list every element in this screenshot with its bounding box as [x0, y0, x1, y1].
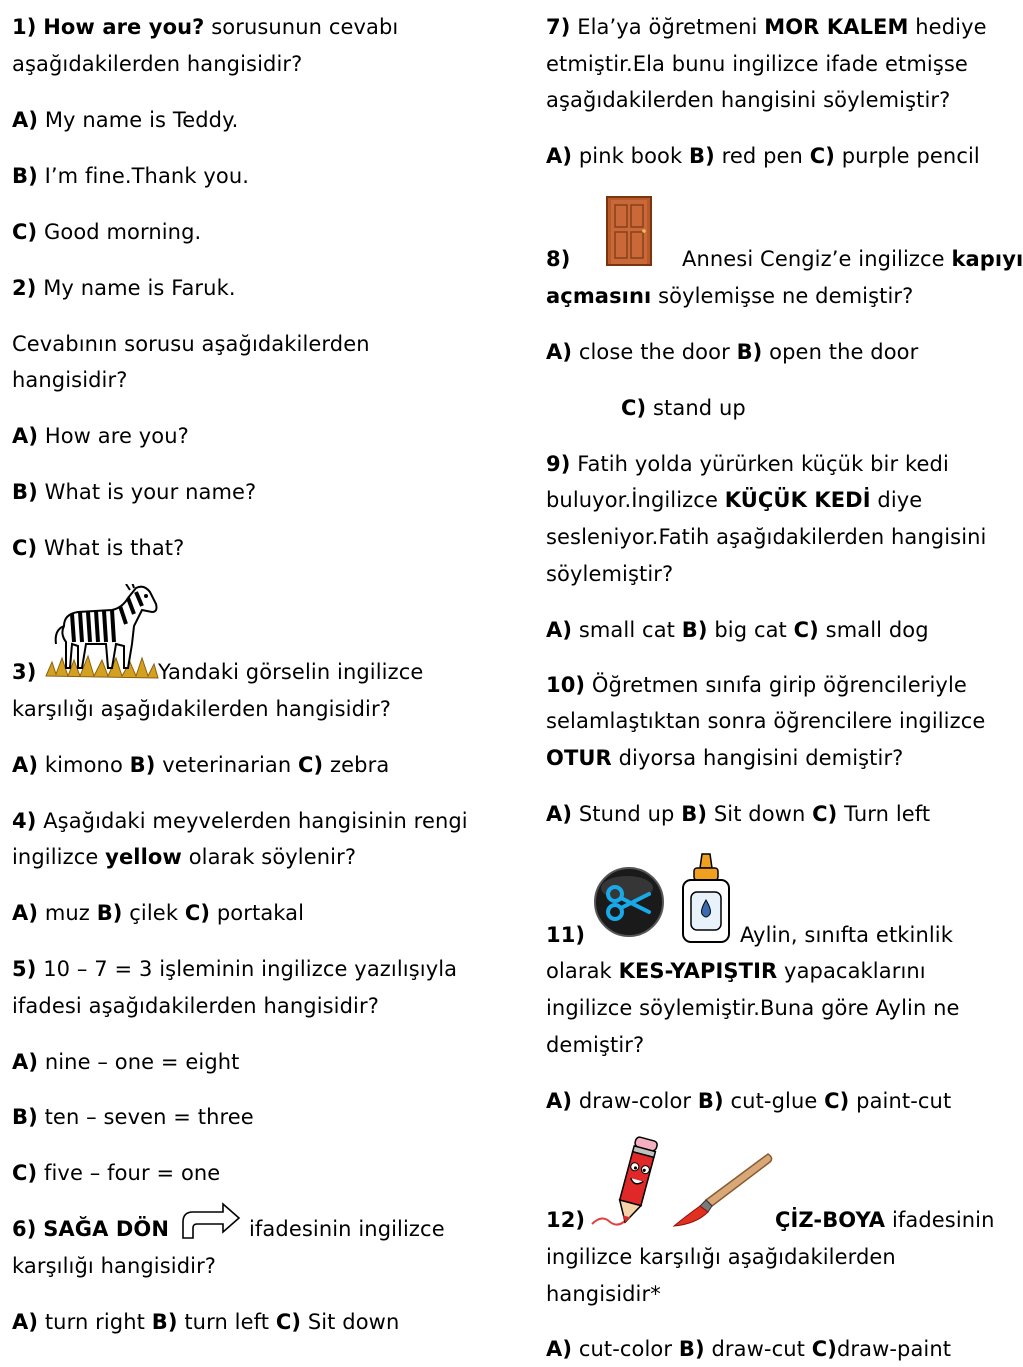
q5-stem-line2: ifadesi aşağıdakilerden hangisidir? [12, 994, 379, 1018]
q12-options[interactable]: A) cut-color B) draw-cut C)draw-paint [546, 1337, 952, 1361]
scissors-icon [593, 866, 665, 938]
q2-stem-line1: 2) My name is Faruk. [12, 276, 236, 300]
q10-stem-line1: 10) Öğretmen sınıfa girip öğrencileriyle [546, 673, 967, 697]
q11-stem-line2: olarak KES-YAPIŞTIR yapacaklarını [546, 959, 926, 983]
door-icon [606, 196, 652, 266]
q10-options[interactable]: A) Stund up B) Sit down C) Turn left [546, 802, 931, 826]
glue-bottle-icon [680, 852, 732, 944]
q11-options[interactable]: A) draw-color B) cut-glue C) paint-cut [546, 1089, 952, 1113]
q1-stem-line2: aşağıdakilerden hangisidir? [12, 52, 303, 76]
q4-options[interactable]: A) muz B) çilek C) portakal [12, 901, 305, 925]
q3-stem-line1-text: Yandaki görselin ingilizce [158, 660, 424, 684]
q3-options[interactable]: A) kimono B) veterinarian C) zebra [12, 753, 390, 777]
q6-options[interactable]: A) turn right B) turn left C) Sit down [12, 1310, 400, 1334]
q11-stem-line4: demiştir? [546, 1033, 645, 1057]
q5-option-a[interactable]: A) nine – one = eight [12, 1050, 240, 1074]
q11-stem-line1-text: Aylin, sınıfta etkinlik [740, 923, 954, 947]
q7-options[interactable]: A) pink book B) red pen C) purple pencil [546, 144, 980, 168]
q11-stem-line3: ingilizce söylemiştir.Buna göre Aylin ne [546, 996, 960, 1020]
q6-stem-line2: karşılığı hangisidir? [12, 1254, 217, 1278]
pencil-icon [590, 1134, 670, 1230]
q4-stem-line1: 4) Aşağıdaki meyvelerden hangisinin rengi [12, 809, 468, 833]
q9-stem-line3: sesleniyor.Fatih aşağıdakilerden hangisini [546, 525, 987, 549]
q2-stem-line2: Cevabının sorusu aşağıdakilerden [12, 332, 370, 356]
q2-option-c[interactable]: C) What is that? [12, 536, 185, 560]
turn-right-arrow-icon [179, 1200, 243, 1240]
q1-option-a[interactable]: A) My name is Teddy. [12, 108, 239, 132]
q3-stem-line2: karşılığı aşağıdakilerden hangisidir? [12, 697, 391, 721]
q10-stem-line2: selamlaştıktan sonra öğrencilere ingilizce [546, 709, 986, 733]
q8-stem-line1-text: Annesi Cengiz’e ingilizce kapıyı [682, 247, 1023, 271]
q9-stem-line1: 9) Fatih yolda yürürken küçük bir kedi [546, 452, 949, 476]
q6-stem-line1-text: ifadesinin ingilizce [249, 1217, 445, 1241]
q9-stem-line2: buluyor.İngilizce KÜÇÜK KEDİ diye [546, 488, 923, 512]
q9-stem-line4: söylemiştir? [546, 562, 674, 586]
q2-option-b[interactable]: B) What is your name? [12, 480, 257, 504]
q2-stem-line3: hangisidir? [12, 368, 128, 392]
q2-option-a[interactable]: A) How are you? [12, 424, 189, 448]
q12-stem-line1-text: ÇİZ-BOYA ifadesinin [775, 1208, 995, 1232]
q8-stem-line2: açmasını söylemişse ne demiştir? [546, 284, 914, 308]
q12-stem-line2: ingilizce karşılığı aşağıdakilerden [546, 1245, 896, 1269]
q5-option-b[interactable]: B) ten – seven = three [12, 1105, 254, 1129]
q9-options[interactable]: A) small cat B) big cat C) small dog [546, 618, 929, 642]
paintbrush-icon [666, 1150, 776, 1230]
q7-stem-line1: 7) Ela’ya öğretmeni MOR KALEM hediye [546, 15, 987, 39]
q8-option-c[interactable]: C) stand up [621, 396, 746, 420]
q1-option-c[interactable]: C) Good morning. [12, 220, 202, 244]
q10-stem-line3: OTUR diyorsa hangisini demiştir? [546, 746, 904, 770]
q12-stem-line3: hangisidir* [546, 1282, 661, 1306]
q5-option-c[interactable]: C) five – four = one [12, 1161, 221, 1185]
q5-stem-line1: 5) 10 – 7 = 3 işleminin ingilizce yazılışıyla [12, 957, 458, 981]
q8-stem-line1: 8) [546, 247, 571, 271]
q12-stem-line1: 12) [546, 1208, 586, 1232]
q7-stem-line3: aşağıdakilerden hangisini söylemiştir? [546, 88, 951, 112]
q11-stem-line1: 11) [546, 923, 586, 947]
q6-stem-line1: 6) SAĞA DÖN [12, 1217, 170, 1241]
q7-stem-line2: etmiştir.Ela bunu ingilizce ifade etmişse [546, 52, 968, 76]
q1-stem-line1: 1) How are you? sorusunun cevabı [12, 15, 399, 39]
q8-options-ab[interactable]: A) close the door B) open the door [546, 340, 919, 364]
q1-option-b[interactable]: B) I’m fine.Thank you. [12, 164, 250, 188]
zebra-icon [42, 584, 160, 682]
q4-stem-line2: ingilizce yellow olarak söylenir? [12, 845, 357, 869]
q3-stem-line1: 3) [12, 660, 37, 684]
